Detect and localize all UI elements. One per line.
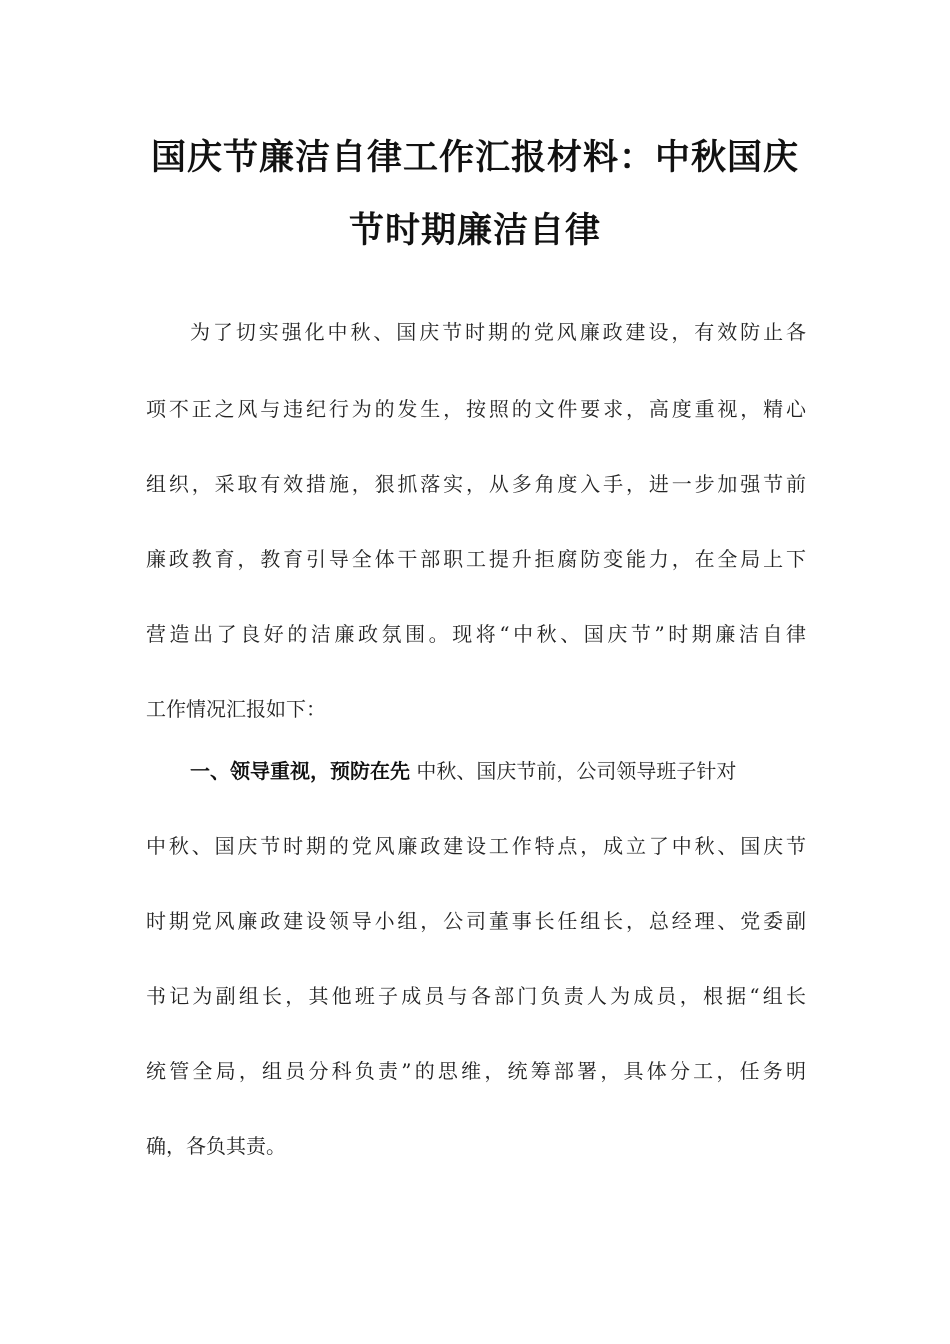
section-heading: 一、领导重视，预防在先 [190, 759, 410, 783]
paragraph-line: 项不正之风与违纪行为的发生，按照的文件要求，高度重视，精心 [146, 397, 806, 421]
paragraph-line: 为了切实强化中秋、国庆节时期的党风廉政建设，有效防止各 [190, 320, 806, 344]
document-title-line-2: 节时期廉洁自律 [348, 210, 601, 251]
document-title-line-1: 国庆节廉洁自律工作汇报材料：中秋国庆 [150, 137, 799, 178]
section-first-line-text: 中秋、国庆节前，公司领导班子针对 [410, 759, 737, 783]
paragraph-line: 统管全局，组员分科负责”的思维，统筹部署，具体分工，任务明 [146, 1059, 806, 1083]
paragraph-line: 中秋、国庆节时期的党风廉政建设工作特点，成立了中秋、国庆节 [146, 834, 806, 858]
paragraph-line: 确，各负其责。 [146, 1134, 286, 1158]
paragraph-line: 工作情况汇报如下： [146, 697, 326, 721]
paragraph-line: 书记为副组长，其他班子成员与各部门负责人为成员，根据“组长 [146, 984, 806, 1008]
paragraph-line: 组织，采取有效措施，狠抓落实，从多角度入手，进一步加强节前 [146, 472, 806, 496]
paragraph-line: 营造出了良好的洁廉政氛围。现将“中秋、国庆节”时期廉洁自律 [146, 622, 806, 646]
section-first-line [190, 757, 806, 785]
paragraph-line: 时期党风廉政建设领导小组，公司董事长任组长，总经理、党委副 [146, 909, 806, 933]
paragraph-line: 廉政教育，教育引导全体干部职工提升拒腐防变能力，在全局上下 [146, 547, 806, 571]
